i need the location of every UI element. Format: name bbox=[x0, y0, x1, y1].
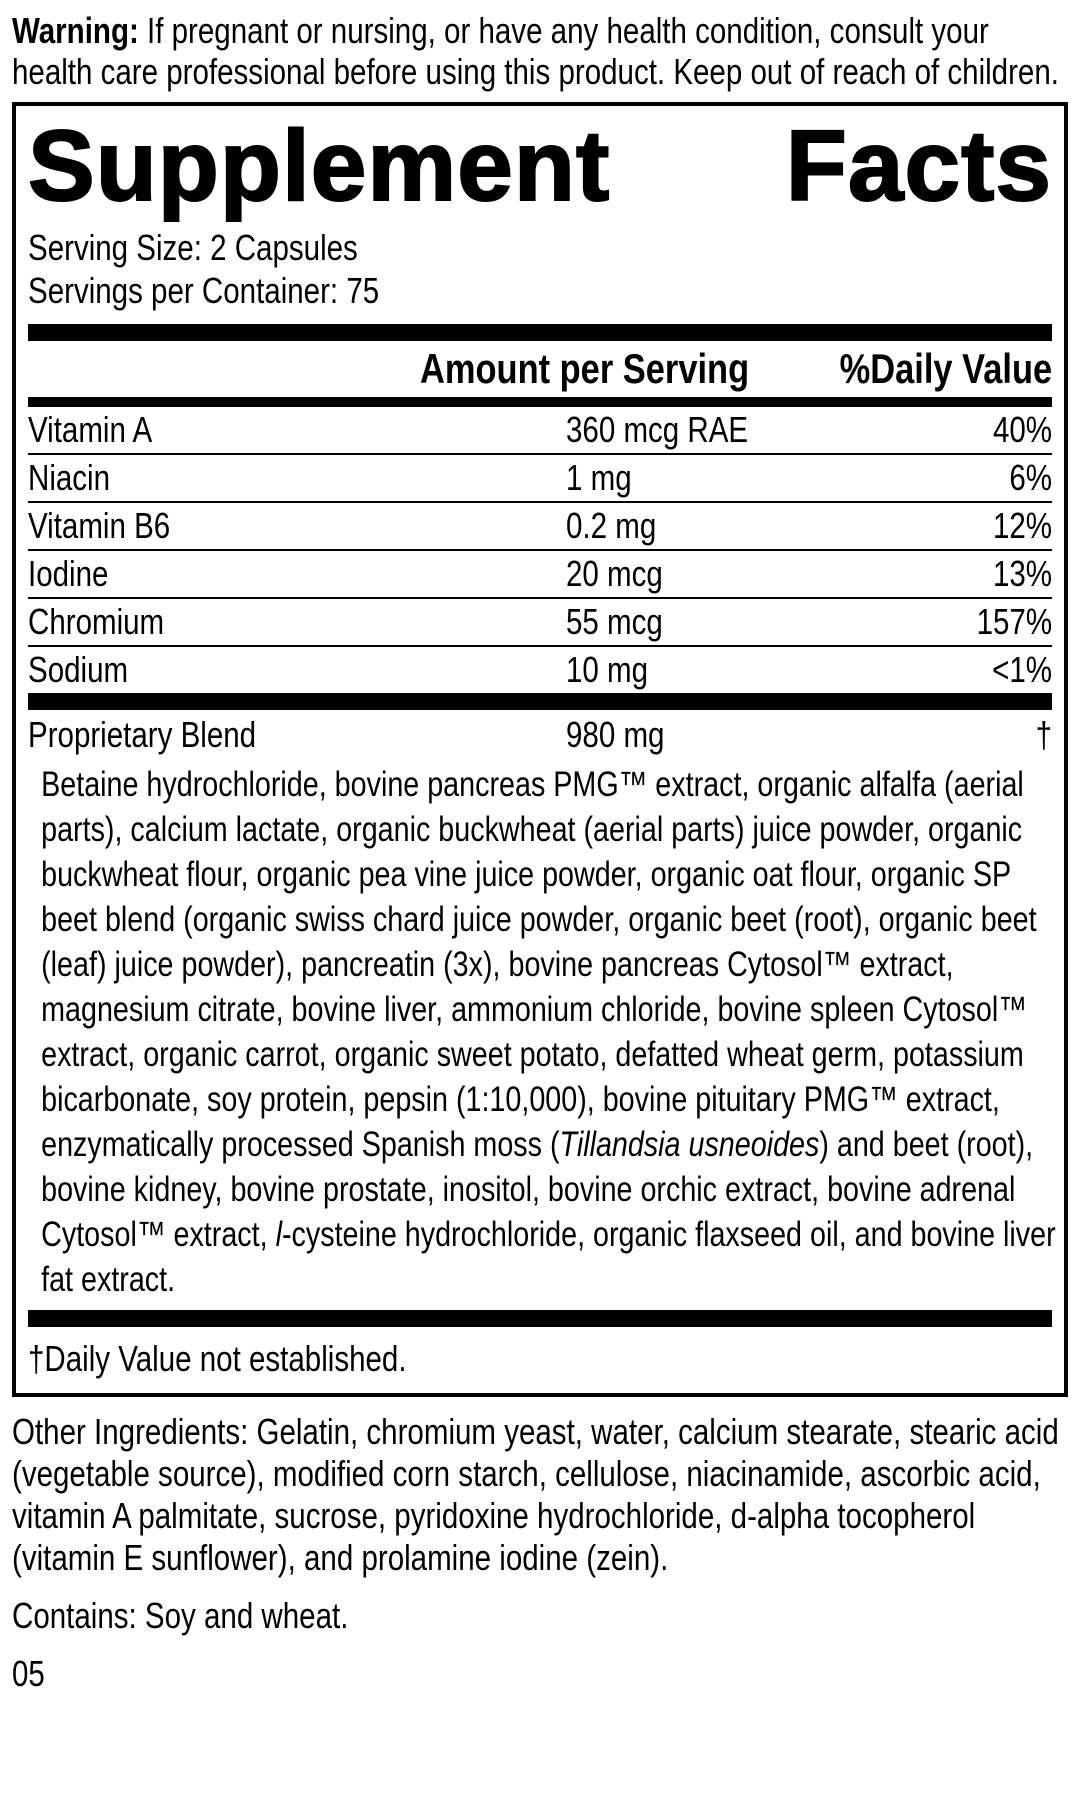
warning-body: If pregnant or nursing, or have any health condition, consult your health care professional before using this product. Keep out of reach of children. bbox=[12, 10, 1059, 92]
nutrient-name: Iodine bbox=[28, 553, 109, 594]
contains-statement: Contains: Soy and wheat. bbox=[12, 1595, 349, 1636]
panel-title bbox=[28, 110, 1052, 222]
panel-title-word-2: Facts bbox=[785, 110, 1052, 222]
nutrient-amount: 55 mcg bbox=[566, 601, 663, 642]
daily-value-header: %Daily Value bbox=[839, 345, 1052, 392]
nutrient-daily-value: 13% bbox=[992, 553, 1052, 594]
thick-divider-bar-middle bbox=[28, 693, 1052, 710]
nutrient-amount: 20 mcg bbox=[566, 553, 663, 594]
nutrient-row-vitamin-b6 bbox=[28, 503, 1052, 551]
nutrient-row-chromium bbox=[28, 599, 1052, 647]
nutrient-amount: 10 mg bbox=[566, 649, 649, 690]
page-code: 05 bbox=[12, 1653, 45, 1694]
proprietary-blend-name: Proprietary Blend bbox=[28, 714, 257, 755]
nutrient-row-niacin bbox=[28, 455, 1052, 503]
nutrient-name: Sodium bbox=[28, 649, 129, 690]
other-ingredients: Other Ingredients: Gelatin, chromium yeast, water, calcium stearate, stearic acid (vegetable source), modified corn starch, cellulose, niacinamide, ascorbic acid, vitamin A palmitate, sucrose, pyridoxine hydrochloride, d-alpha tocopherol (vitamin E sunflower), and prolamine iodine (zein). bbox=[12, 1411, 1059, 1578]
nutrient-daily-value: 12% bbox=[992, 505, 1052, 546]
panel-title-word-1: Supplement bbox=[28, 110, 611, 222]
proprietary-blend-amount: 980 mg bbox=[566, 714, 665, 755]
nutrient-name: Vitamin A bbox=[28, 409, 153, 450]
nutrient-daily-value: <1% bbox=[992, 649, 1052, 690]
nutrient-amount: 1 mg bbox=[566, 457, 632, 498]
daily-value-footnote: †Daily Value not established. bbox=[28, 1338, 407, 1379]
proprietary-blend-description: Betaine hydrochloride, bovine pancreas PMG™ extract, organic alfalfa (aerial parts), calcium lactate, organic buckwheat (aerial parts) juice powder, organic buckwheat flour, organic pea vine juice powder, organic oat flour, organic SP beet blend (organic swiss chard juice powder, organic beet (root), organic beet (leaf) juice powder), pancreatin (3x), bovine pancreas Cytosol™ extract, magnesium citrate, bovine liver, ammonium chloride, bovine spleen Cytosol™ extract, organic carrot, organic sweet potato, defatted wheat germ, potassium bicarbonate, soy protein, pepsin (1:10,000), bovine pituitary PMG™ extract, enzymatically processed Spanish moss (Tillandsia usneoides) and beet (root), bovine kidney, bovine prostate, inositol, bovine orchic extract, bovine adrenal Cytosol™ extract, l-cysteine hydrochloride, organic flaxseed oil, and bovine liver fat extract. bbox=[41, 765, 1056, 1299]
supplement-facts-panel bbox=[12, 102, 1068, 1397]
nutrient-amount: 0.2 mg bbox=[566, 505, 657, 546]
servings-per-container: Servings per Container: 75 bbox=[28, 270, 380, 311]
nutrient-daily-value: 40% bbox=[992, 409, 1052, 450]
serving-size: Serving Size: 2 Capsules bbox=[28, 227, 358, 268]
nutrient-row-sodium bbox=[28, 647, 1052, 693]
nutrient-name: Vitamin B6 bbox=[28, 505, 171, 546]
proprietary-blend-row bbox=[28, 710, 1052, 760]
proprietary-blend-dv-dagger: † bbox=[1035, 714, 1052, 755]
column-header-row bbox=[28, 341, 1052, 397]
thick-divider-bar-bottom bbox=[28, 1310, 1052, 1327]
nutrient-row-vitamin-a bbox=[28, 407, 1052, 455]
nutrient-daily-value: 157% bbox=[976, 601, 1052, 642]
nutrient-name: Chromium bbox=[28, 601, 165, 642]
amount-per-serving-header: Amount per Serving bbox=[420, 345, 750, 392]
nutrient-amount: 360 mcg RAE bbox=[566, 409, 749, 450]
nutrient-name: Niacin bbox=[28, 457, 111, 498]
nutrient-row-iodine bbox=[28, 551, 1052, 599]
warning-text bbox=[12, 10, 1068, 92]
thick-divider-bar-top bbox=[28, 324, 1052, 341]
warning-label: Warning: bbox=[12, 10, 139, 51]
nutrient-daily-value: 6% bbox=[1009, 457, 1052, 498]
header-divider-bar bbox=[28, 397, 1052, 407]
